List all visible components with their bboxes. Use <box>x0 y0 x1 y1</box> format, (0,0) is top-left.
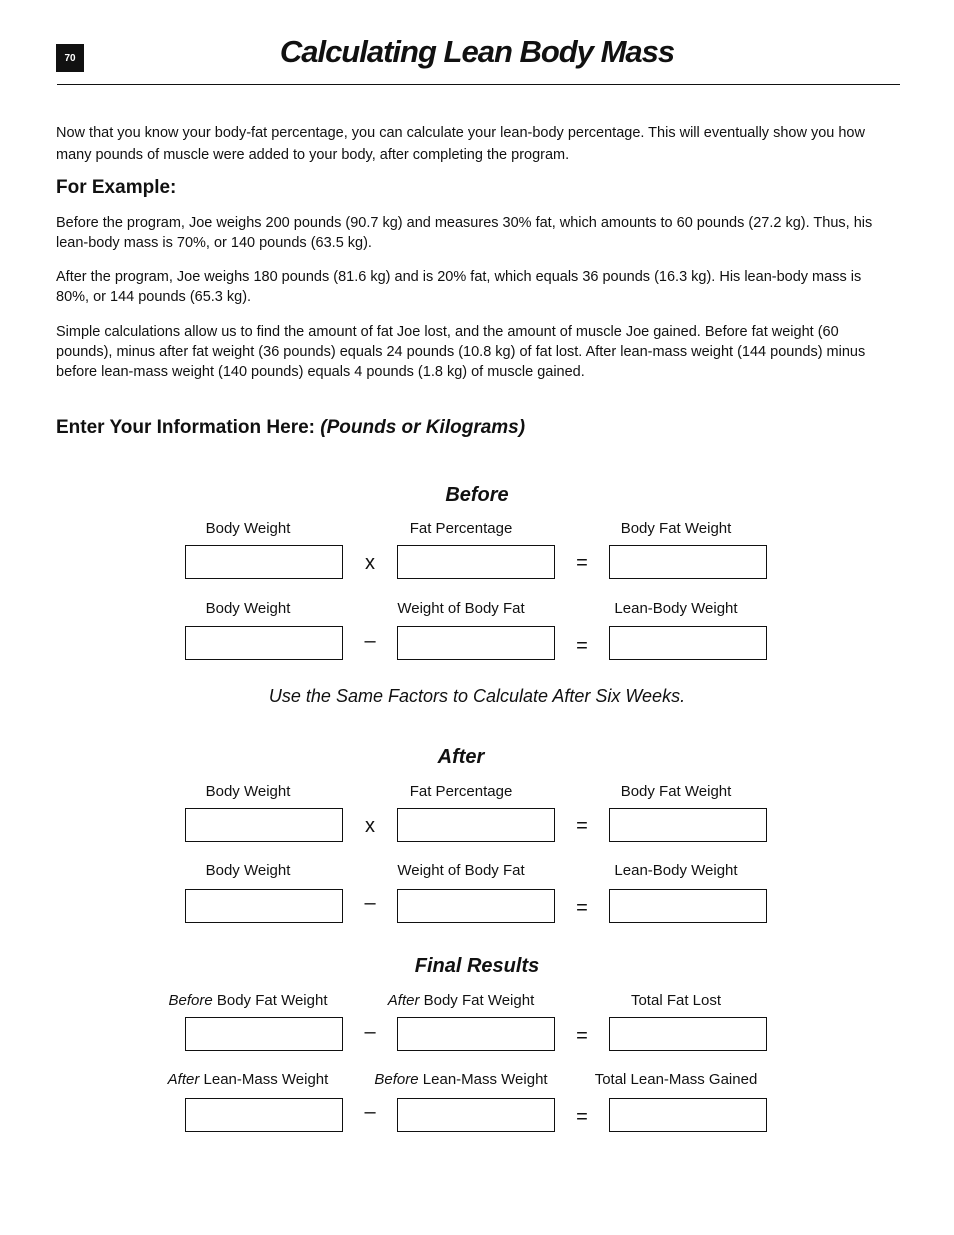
before-body-fat-weight-label: Body Fat Weight <box>620 520 732 537</box>
before-body-weight-label-2: Body Weight <box>205 600 291 617</box>
before-body-weight-input-2[interactable] <box>185 626 343 660</box>
before-lean-body-weight-label: Lean-Body Weight <box>614 600 738 617</box>
multiply-sign: x <box>365 815 375 837</box>
final-after-lean-mass-weight-label <box>143 1071 353 1088</box>
page-number: 70 <box>56 44 84 72</box>
final-after-lean-mass-weight-input[interactable] <box>185 1098 343 1132</box>
final-after-body-fat-weight-input[interactable] <box>397 1017 555 1051</box>
multiply-sign: x <box>365 552 375 574</box>
before-body-weight-label: Body Weight <box>205 520 291 537</box>
final-label-emphasis: Before <box>168 992 213 1009</box>
final-label-emphasis: After <box>167 1071 200 1088</box>
after-body-weight-input-2[interactable] <box>185 889 343 923</box>
before-fat-percentage-input[interactable] <box>397 545 555 579</box>
minus-sign: – <box>364 630 376 652</box>
page-title: Calculating Lean Body Mass <box>279 34 675 69</box>
equals-sign: = <box>576 815 588 837</box>
final-before-lean-mass-weight-input[interactable] <box>397 1098 555 1132</box>
example-paragraph-3: Simple calculations allow us to find the amount of fat Joe lost, and the amount of muscle Joe gained. Before fat weight (60 pounds), minus after fat weight (36 pounds) equals 24 pounds (10.8 kg) of fat lost. After lean-mass weight (144 pounds) minus before lean-mass weight (140 pounds) equals 4 pounds (1.8 kg) of muscle gained. <box>56 324 866 380</box>
final-label-text: Lean-Mass Weight <box>199 1071 329 1088</box>
final-label-text: Body Fat Weight <box>419 992 535 1009</box>
final-label-emphasis: After <box>387 992 420 1009</box>
after-body-weight-label-2: Body Weight <box>205 862 291 879</box>
entry-heading-label: Enter Your Information Here: <box>56 417 315 438</box>
intro-paragraph: Now that you know your body-fat percentage, you can calculate your lean-body percentage. This will eventually show you how many pounds of muscle were added to your body, after completing the program. <box>56 125 865 163</box>
equals-sign: = <box>576 1025 588 1047</box>
title-divider <box>57 84 900 85</box>
final-after-body-fat-weight-label <box>356 992 566 1009</box>
example-paragraph-2: After the program, Joe weighs 180 pounds (81.6 kg) and is 20% fat, which equals 36 pounds (16.3 kg). His lean-body mass is 80%, or 144 pounds (65.3 kg). <box>56 269 862 305</box>
minus-sign: – <box>364 892 376 914</box>
after-weight-of-body-fat-input[interactable] <box>397 889 555 923</box>
after-fat-percentage-label: Fat Percentage <box>409 783 513 800</box>
minus-sign: – <box>364 1021 376 1043</box>
final-label-text: Body Fat Weight <box>212 992 328 1009</box>
after-body-weight-label: Body Weight <box>205 783 291 800</box>
six-weeks-note: Use the Same Factors to Calculate After Six Weeks. <box>268 686 686 706</box>
equals-sign: = <box>576 1106 588 1128</box>
example-paragraph-1: Before the program, Joe weighs 200 pounds (90.7 kg) and measures 30% fat, which amounts to 60 pounds (27.2 kg). Thus, his lean-body mass is 70%, or 140 pounds (63.5 kg). <box>56 215 873 251</box>
entry-heading <box>56 417 525 439</box>
after-body-fat-weight-input[interactable] <box>609 808 767 842</box>
final-label-text: Lean-Mass Weight <box>418 1071 548 1088</box>
after-body-fat-weight-label: Body Fat Weight <box>620 783 732 800</box>
total-lean-mass-gained-input[interactable] <box>609 1098 767 1132</box>
example-heading: For Example: <box>56 177 177 198</box>
total-fat-lost-input[interactable] <box>609 1017 767 1051</box>
after-lean-body-weight-label: Lean-Body Weight <box>614 862 738 879</box>
after-body-weight-input[interactable] <box>185 808 343 842</box>
equals-sign: = <box>576 552 588 574</box>
before-weight-of-body-fat-input[interactable] <box>397 626 555 660</box>
minus-sign: – <box>364 1101 376 1123</box>
before-heading: Before <box>445 484 509 506</box>
final-label-emphasis: Before <box>374 1071 419 1088</box>
total-fat-lost-label: Total Fat Lost <box>630 992 722 1009</box>
final-before-body-fat-weight-input[interactable] <box>185 1017 343 1051</box>
final-before-body-fat-weight-label <box>143 992 353 1009</box>
before-body-weight-input[interactable] <box>185 545 343 579</box>
after-heading: After <box>437 746 485 768</box>
entry-heading-units: (Pounds or Kilograms) <box>320 417 526 438</box>
after-lean-body-weight-input[interactable] <box>609 889 767 923</box>
total-lean-mass-gained-label: Total Lean-Mass Gained <box>594 1071 758 1088</box>
equals-sign: = <box>576 897 588 919</box>
final-before-lean-mass-weight-label <box>356 1071 566 1088</box>
before-fat-percentage-label: Fat Percentage <box>409 520 513 537</box>
before-body-fat-weight-input[interactable] <box>609 545 767 579</box>
before-lean-body-weight-input[interactable] <box>609 626 767 660</box>
before-weight-of-body-fat-label: Weight of Body Fat <box>397 600 525 617</box>
equals-sign: = <box>576 635 588 657</box>
final-results-heading: Final Results <box>414 955 540 977</box>
after-weight-of-body-fat-label: Weight of Body Fat <box>397 862 525 879</box>
after-fat-percentage-input[interactable] <box>397 808 555 842</box>
